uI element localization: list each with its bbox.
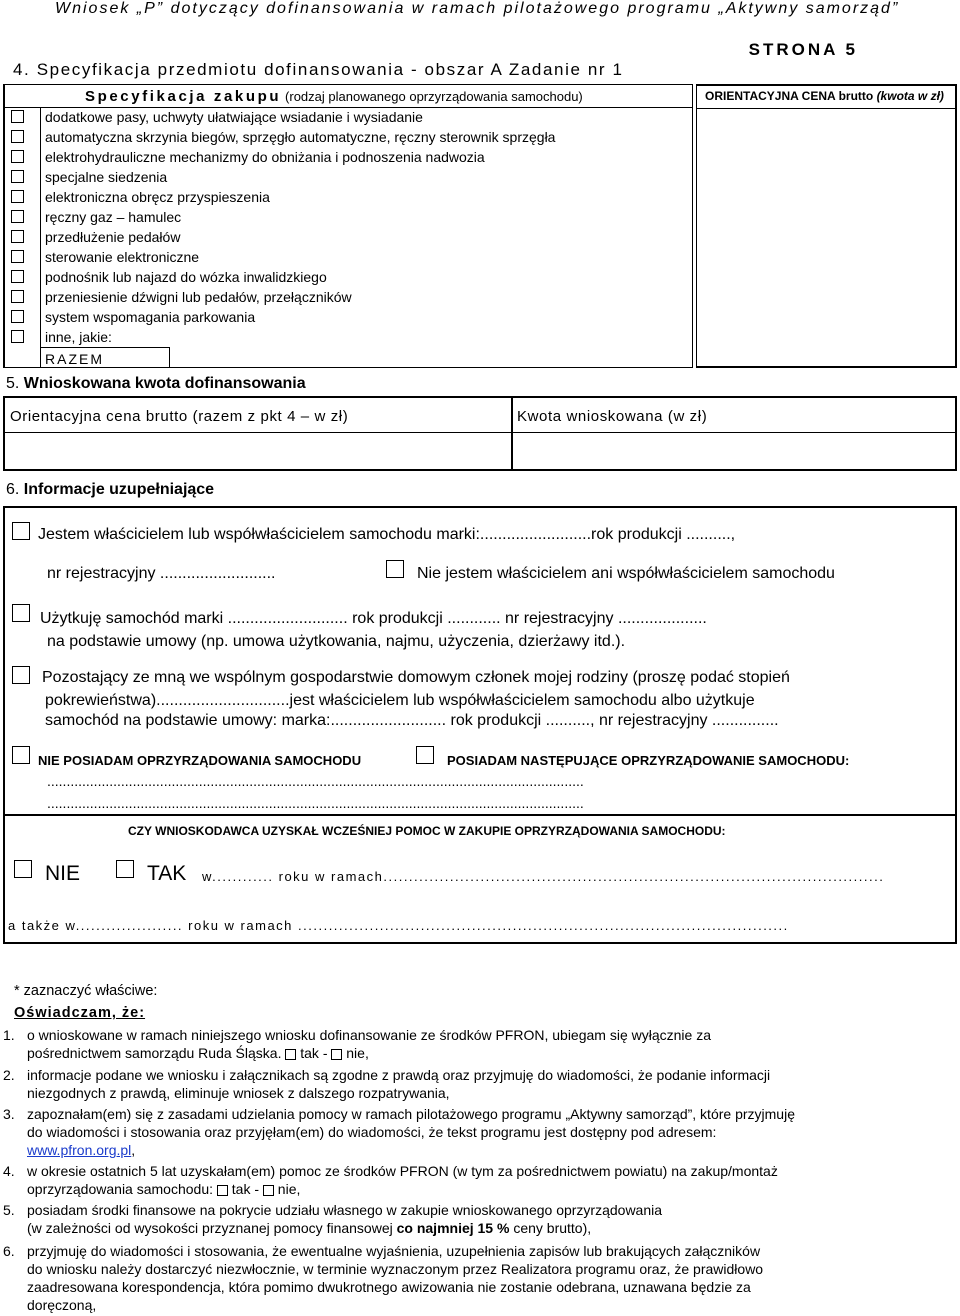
spec-item-label: sterowanie elektroniczne [45, 249, 200, 265]
spec-checkbox[interactable] [11, 190, 24, 203]
spec-row [5, 267, 692, 287]
prior-help-no-label: NIE [45, 862, 81, 885]
spec-checkbox[interactable] [11, 270, 24, 283]
spec-header [85, 88, 583, 105]
spec-subtitle: (rodzaj planowanego oprzyrządowania samochodu) [285, 89, 583, 104]
spec-row [5, 127, 692, 147]
spec-checkbox[interactable] [11, 210, 24, 223]
family-member-text-1: Pozostający ze mną we wspólnym gospodarstwie domowym członek mojej rodziny (proszę podać stopień [42, 669, 790, 686]
prior-help-question: CZY WNIOSKODAWCA UZYSKAŁ WCZEŚNIEJ POMOC W ZAKUPIE OPRZYRZĄDOWANIA SAMOCHODU: [128, 824, 726, 838]
prior-help-yes-detail: w............ roku w ramach.................................................................................................. [202, 869, 885, 884]
total-label: RAZEM [45, 351, 104, 367]
declaration-item: 5. posiadam środki finansowe na pokrycie udziału własnego w zakupie wnioskowanego oprzyrządowania (w zależności od wysokości przyznanej pomocy finansowej co najmniej 15 % ceny brutto), [3, 1202, 663, 1236]
prior-help-also-detail: a także w..................... roku w ramach ................................................................................................ [8, 918, 789, 933]
requested-amount-field[interactable] [513, 433, 955, 469]
registration-text: nr rejestracyjny .......................... [47, 565, 276, 582]
user-checkbox[interactable] [12, 604, 30, 622]
family-member-text-3: samochód na podstawie umowy: marka:.......................... rok produkcji .........., nr rejestracyjny ............... [45, 712, 779, 729]
declaration-4-yes-checkbox[interactable] [217, 1185, 228, 1196]
spec-row [5, 287, 692, 307]
brutto-price-field[interactable] [5, 433, 510, 469]
spec-checkbox[interactable] [11, 250, 24, 263]
family-member-checkbox[interactable] [12, 666, 30, 684]
no-equipment-checkbox[interactable] [12, 746, 30, 764]
spec-title: Specyfikacja zakupu [85, 88, 282, 105]
no-equipment-text: NIE POSIADAM OPRZYRZĄDOWANIA SAMOCHODU [38, 753, 362, 768]
prior-help-box [3, 816, 957, 944]
spec-checkbox[interactable] [11, 290, 24, 303]
spec-item-label: inne, jakie: [45, 329, 112, 345]
section-4-title: 4. Specyfikacja przedmiotu dofinansowania - obszar A Zadanie nr 1 [13, 60, 624, 79]
spec-item-label: dodatkowe pasy, uchwyty ułatwiające wsiadanie i wysiadanie [45, 109, 423, 125]
spec-item-label: przedłużenie pedałów [45, 229, 181, 245]
spec-checkbox[interactable] [11, 110, 24, 123]
page-number: STRONA 5 [748, 40, 858, 59]
spec-checkbox[interactable] [11, 330, 24, 343]
declaration-item: 1. o wnioskowane w ramach niniejszego wniosku dofinansowanie ze środków PFRON, ubiegam się wyłącznie za pośrednictwem samorządu Ruda Śląska. tak - nie, [3, 1027, 711, 1061]
declaration-title: Oświadczam, że: [14, 1005, 146, 1021]
price-header-unit: (kwota w zł) [876, 89, 944, 103]
spec-table [3, 84, 693, 368]
spec-row [5, 147, 692, 167]
prior-help-yes-checkbox[interactable] [116, 860, 134, 878]
owner-text: Jestem właścicielem lub współwłaścicielem samochodu marki:.........................rok produkcji .........., [38, 526, 736, 543]
spec-checkbox[interactable] [11, 130, 24, 143]
spec-item-label: system wspomagania parkowania [45, 309, 256, 325]
spec-item-label: elektroniczna obręcz przyspieszenia [45, 189, 270, 205]
pfron-link[interactable]: www.pfron.org.pl [27, 1142, 132, 1158]
declaration-item: 2. informacje podane we wniosku i załącznikach są zgodne z prawdą oraz przyjmuję do wiadomości, że podanie informacji niezgodnych z prawdą, eliminuje wniosek z dalszego rozpatrywania, [3, 1067, 771, 1101]
footnote: * zaznaczyć właściwe: [14, 983, 158, 999]
owner-checkbox[interactable] [12, 522, 30, 540]
equipment-line-2[interactable]: .......................................................................................................................................... [47, 795, 584, 811]
not-owner-text: Nie jestem właścicielem ani współwłaścicielem samochodu [417, 565, 835, 582]
prior-help-yes-label: TAK [147, 862, 187, 885]
additional-info-box [3, 506, 957, 816]
price-header: ORIENTACYJNA CENA brutto (kwota w zł) [705, 89, 944, 103]
family-member-text-2: pokrewieństwa)..............................jest właścicielem lub współwłaścicielem samochodu albo użytkuje [45, 692, 755, 709]
declaration-item: 3. zapoznałam(em) się z zasadami udzielania pomocy w ramach pilotażowego programu „Aktywny samorząd”, które przyjmuję do wiadomości i stosowania oraz przyjęłam(em) do wiadomości, że tekst programu jest dostępny pod adresem: www.pfron.org.pl, [3, 1106, 795, 1158]
has-equipment-checkbox[interactable] [416, 746, 434, 764]
spec-checkbox[interactable] [11, 230, 24, 243]
declaration-item: 6. przyjmuję do wiadomości i stosowania, że ewentualne wyjaśnienia, uzupełnienia zapisów lub brakujących załączników do wniosku należy dostarczyć niezwłocznie, w terminie wyznaczonym przez Realizatora programu oraz, że prawidłowo zaadresowana korespondencja, która pomimo dwukrotnego awizowania nie zostanie odebrana, uznawana będzie za doręczoną, [3, 1243, 764, 1313]
spec-row [5, 307, 692, 327]
spec-item-label: podnośnik lub najazd do wózka inwalidzkiego [45, 269, 327, 285]
spec-row [5, 187, 692, 207]
spec-row [5, 247, 692, 267]
spec-checkbox[interactable] [11, 310, 24, 323]
declaration-1-yes-checkbox[interactable] [285, 1049, 296, 1060]
spec-row [5, 107, 692, 127]
spec-item-label: automatyczna skrzynia biegów, sprzęgło automatyczne, ręczny sterownik sprzęgła [45, 129, 556, 145]
document-header: Wniosek „P” dotyczący dofinansowania w ramach pilotażowego programu „Aktywny samorząd” [55, 0, 900, 17]
spec-checkbox[interactable] [11, 170, 24, 183]
spec-row [5, 167, 692, 187]
spec-item-label: specjalne siedzenia [45, 169, 168, 185]
section-5-title: 5. Wnioskowana kwota dofinansowania [6, 375, 306, 392]
section-6-title: 6. Informacje uzupełniające [6, 481, 215, 498]
user-text: Użytkuję samochód marki ........................... rok produkcji ............ nr rejestracyjny .................... [40, 610, 707, 627]
declaration-1-no-checkbox[interactable] [331, 1049, 342, 1060]
price-column[interactable] [696, 84, 957, 368]
user-contract-text: na podstawie umowy (np. umowa użytkowania, najmu, użyczenia, dzierżawy itd.). [47, 633, 626, 650]
spec-item-label: elektrohydrauliczne mechanizmy do obniżania i podnoszenia nadwozia [45, 149, 485, 165]
prior-help-no-checkbox[interactable] [14, 860, 32, 878]
spec-row [5, 227, 692, 247]
spec-checkbox[interactable] [11, 150, 24, 163]
amount-table [3, 396, 957, 471]
requested-amount-header: Kwota wnioskowana (w zł) [517, 408, 708, 425]
has-equipment-text: POSIADAM NASTĘPUJĄCE OPRZYRZĄDOWANIE SAMOCHODU: [447, 753, 850, 768]
declaration-4-no-checkbox[interactable] [263, 1185, 274, 1196]
brutto-price-header: Orientacyjna cena brutto (razem z pkt 4 – w zł) [10, 408, 349, 425]
spec-item-label: przeniesienie dźwigni lub pedałów, przełączników [45, 289, 352, 305]
declaration-item: 4. w okresie ostatnich 5 lat uzyskałam(em) pomoc ze środków PFRON (w tym za pośrednictwem powiatu) na zakup/montaż oprzyrządowania samochodu: tak - nie, [3, 1163, 778, 1197]
spec-row [5, 207, 692, 227]
spec-item-label: ręczny gaz – hamulec [45, 209, 182, 225]
equipment-line-1[interactable]: .......................................................................................................................................... [47, 773, 584, 789]
spec-row [5, 327, 692, 347]
not-owner-checkbox[interactable] [386, 560, 404, 578]
